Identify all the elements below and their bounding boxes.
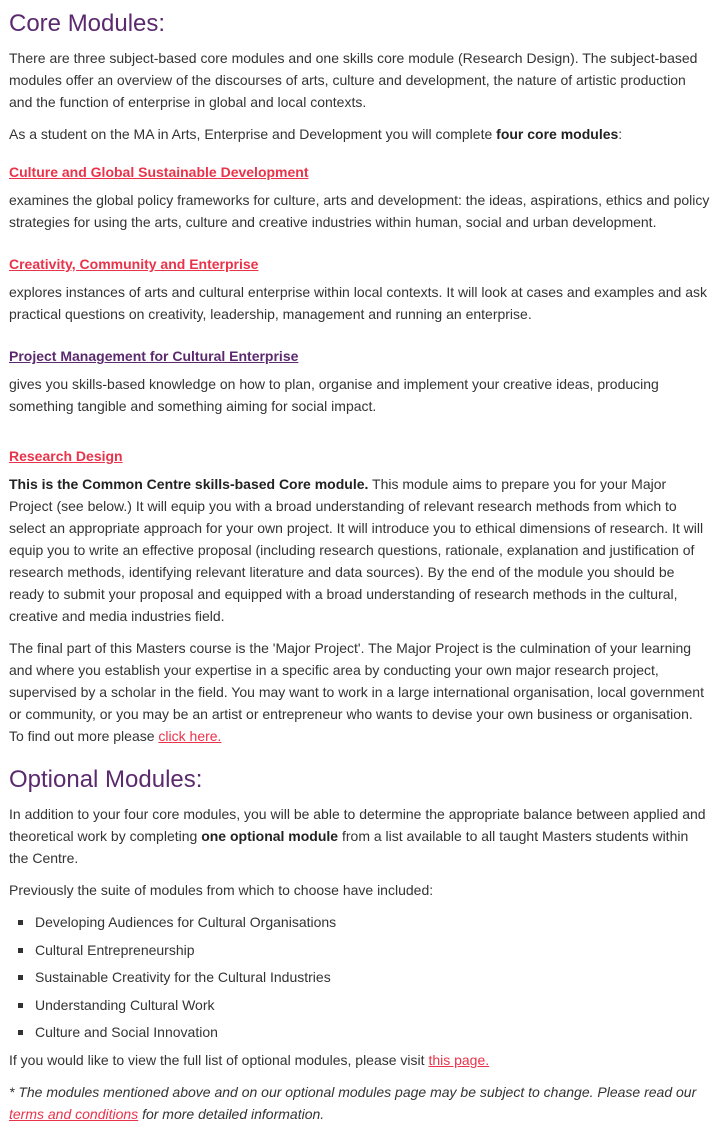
- research-design-bold: This is the Common Centre skills-based Core module.: [9, 476, 369, 492]
- research-design-text: This module aims to prepare you for your Major Project (see below.) It will equip you with a broad understanding of relevant research methods from which to select an appropriate approach for your own project. It will introduce you to ethical dimensions of research. It will equip you to write an effective proposal (including research questions, rationale, explanation and justification of research methods, identifying relevant literature and data sources). By the end of the module you should be ready to submit your proposal and equipped with a broad understanding of research methods in the cultural, creative and media industries field.: [9, 476, 704, 624]
- research-design-desc: [9, 473, 711, 627]
- module-link-creativity-community[interactable]: Creativity, Community and Enterprise: [9, 256, 259, 272]
- disclaimer-suffix: for more detailed information.: [138, 1106, 325, 1122]
- core-intro: There are three subject-based core modules and one skills core module (Research Design). The subject-based modules offer an overview of the discourses of arts, culture and development, the nature of artistic production and the function of enterprise in global and local contexts.: [9, 50, 698, 110]
- disclaimer-text: [9, 1081, 711, 1125]
- bullet-icon: [18, 948, 23, 953]
- core-complete-prefix: As a student on the MA in Arts, Enterprise and Development you will complete: [9, 126, 497, 142]
- bullet-icon: [18, 1003, 23, 1008]
- bullet-icon: [18, 920, 23, 925]
- full-list-prefix: If you would like to view the full list of optional modules, please visit: [9, 1052, 429, 1068]
- disclaimer-prefix: * The modules mentioned above and on our optional modules page may be subject to change. Please read our: [9, 1084, 697, 1100]
- core-complete-bold: four core modules: [496, 126, 619, 142]
- major-project-text: [9, 637, 711, 747]
- list-item-label: Culture and Social Innovation: [35, 1024, 218, 1040]
- optional-modules-heading: Optional Modules:: [9, 766, 203, 793]
- list-item-label: Developing Audiences for Cultural Organisations: [35, 914, 337, 930]
- optional-previously-text: Previously the suite of modules from which to choose have included:: [9, 882, 434, 898]
- core-complete-text: [9, 123, 711, 145]
- list-item: [27, 939, 711, 961]
- bullet-icon: [18, 975, 23, 980]
- click-here-link[interactable]: click here.: [158, 728, 222, 744]
- bullet-icon: [18, 1030, 23, 1035]
- module-link-culture-global[interactable]: Culture and Global Sustainable Development: [9, 164, 309, 180]
- optional-intro-bold: one optional module: [201, 828, 339, 844]
- module-desc-project-management: gives you skills-based knowledge on how to plan, organise and implement your creative ideas, producing something tangible and something aiming for social impact.: [9, 376, 659, 414]
- list-item: [27, 911, 711, 933]
- core-complete-suffix: :: [618, 126, 623, 142]
- list-item-label: Sustainable Creativity for the Cultural Industries: [35, 969, 331, 985]
- optional-intro-suffix: from a list available to all taught Masters students within the Centre.: [9, 828, 689, 866]
- terms-and-conditions-link[interactable]: terms and conditions: [9, 1106, 139, 1122]
- page-content: [0, 9, 720, 1132]
- this-page-link[interactable]: this page.: [428, 1052, 490, 1068]
- module-link-research-design[interactable]: Research Design: [9, 448, 123, 464]
- module-link-project-management[interactable]: Project Management for Cultural Enterprise: [9, 348, 299, 364]
- optional-intro-prefix: In addition to your four core modules, you will be able to determine the appropriate balance between applied and theoretical work by completing: [9, 806, 706, 844]
- list-item: [27, 966, 711, 988]
- module-desc-culture-global: examines the global policy frameworks for culture, arts and development: the ideas, aspirations, ethics and policy strategies for using the arts, culture and creative industries within human, social and urban development.: [9, 192, 710, 230]
- list-item: [27, 994, 711, 1016]
- full-list-text: [9, 1049, 711, 1071]
- major-project-body: The final part of this Masters course is the 'Major Project'. The Major Project is the culmination of your learning and where you establish your expertise in a specific area by conducting your own major research project, supervised by a scholar in the field. You may want to work in a large international organisation, local government or community, or you may be an artist or entrepreneur who wants to devise your own business or organisation. To find out more please: [9, 640, 704, 744]
- optional-modules-list: [27, 911, 711, 1043]
- list-item: [27, 1021, 711, 1043]
- list-item-label: Cultural Entrepreneurship: [35, 941, 195, 958]
- optional-intro: [9, 803, 711, 869]
- core-modules-heading: Core Modules:: [9, 10, 166, 37]
- module-desc-creativity-community: explores instances of arts and cultural enterprise within local contexts. It will look at cases and examples and ask practical questions on creativity, leadership, management and running an enterprise.: [9, 284, 708, 322]
- list-item-label: Understanding Cultural Work: [35, 996, 215, 1013]
